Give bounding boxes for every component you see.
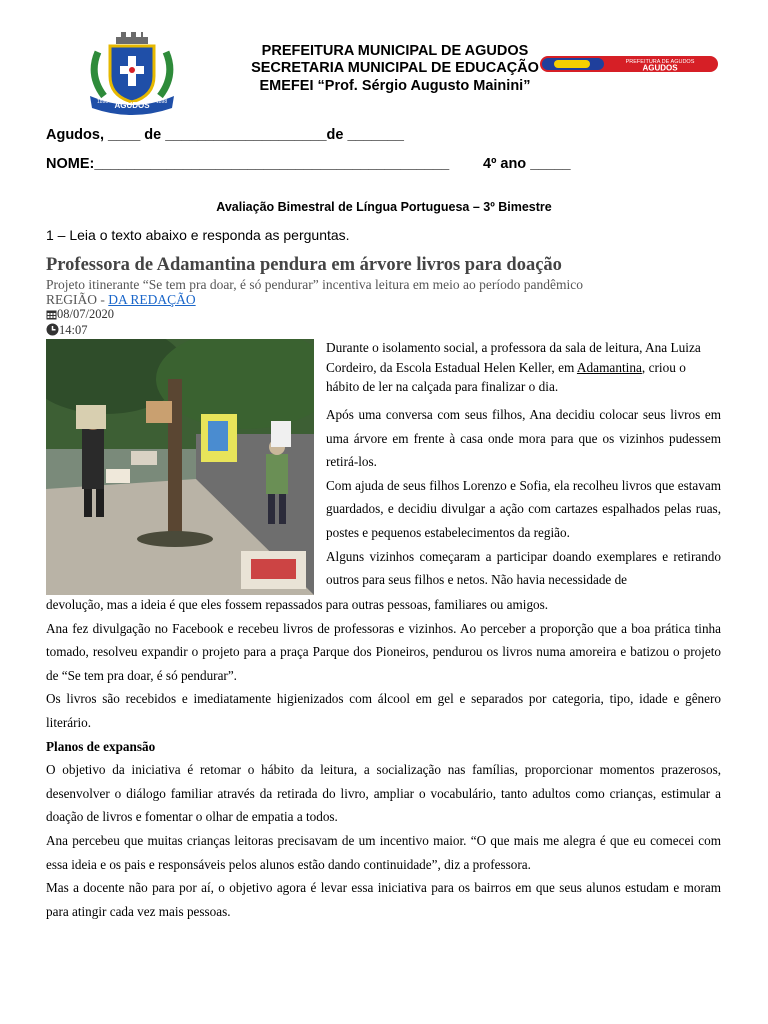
header-line-2: SECRETARIA MUNICIPAL DE EDUCAÇÃO bbox=[251, 60, 539, 76]
paragraph-6: O objetivo da iniciativa é retomar o hábito da leitura, a socialização nas famílias, proporcionar momentos prazerosos, desenvolver o diálogo familiar através da retirada do livro, ampliar o vocabulário, tanto adultos como crianças, estimular a doação de livros e fomentar o olhar de empatia a todos. bbox=[46, 762, 721, 825]
date-fill-line[interactable]: Agudos, ____ de ____________________de _______ bbox=[46, 127, 404, 143]
paragraph-3a: Alguns vizinhos começaram a participar doando exemplares e retirando outros para seus filhos e netos. Não havia necessidade de bbox=[326, 548, 721, 588]
article-intro bbox=[326, 338, 721, 397]
banner-big-text: AGUDOS bbox=[642, 63, 678, 73]
name-fill-line[interactable]: NOME:____________________________________________ bbox=[46, 156, 450, 172]
intro-text-a: Durante o isolamento social, a professora da sala de leitura, Ana Luiza Cordeiro, da Escola Estadual Helen Keller, em bbox=[326, 340, 701, 375]
prefeitura-banner-logo bbox=[540, 54, 718, 74]
exam-title: Avaliação Bimestral de Língua Portuguesa – 3º Bimestre bbox=[216, 200, 552, 214]
question-instruction: 1 – Leia o texto abaixo e responda as perguntas. bbox=[46, 227, 350, 243]
paragraph-3b: devolução, mas a ideia é que eles fossem repassados para outras pessoas, familiares ou amigos. bbox=[46, 597, 549, 612]
article-region bbox=[46, 292, 196, 308]
paragraph-7: Ana percebeu que muitas crianças leitoras precisavam de um incentivo maior. “O que mais me alegra é que eu comecei com essa ideia e os pais e responsáveis pelos alunos estão dando continuidade”, diz a professora. bbox=[46, 832, 721, 872]
banner-text: PREFEITURA DE AGUDOS bbox=[625, 59, 695, 65]
crest-year-left: 1898 bbox=[97, 99, 109, 105]
article-photo bbox=[46, 339, 314, 595]
header-line-3: EMEFEI “Prof. Sérgio Augusto Mainini” bbox=[259, 78, 531, 94]
calendar-icon bbox=[46, 309, 57, 320]
adamantina-link[interactable]: Adamantina bbox=[576, 359, 642, 375]
header-line-1: PREFEITURA MUNICIPAL DE AGUDOS bbox=[261, 43, 529, 59]
article-time-text: 14:07 bbox=[59, 323, 88, 337]
paragraph-2: Com ajuda de seus filhos Lorenzo e Sofia, ela recolheu livros que estavam guardados, e decidiu divulgar a ação com cartazes espalhados pelas ruas, postes e pequenos estabelecimentos da região. bbox=[326, 477, 721, 540]
paragraph-4: Ana fez divulgação no Facebook e recebeu livros de professoras e vizinhos. Ao perceber a proporção que a boa prática tinha tomado, resolveu expandir o projeto para a praça Parque dos Pioneiros, pendurou os livros numa amoreira e batizou o projeto de “Se tem pra doar, é só pendurar”. bbox=[46, 620, 721, 683]
paragraph-5: Os livros são recebidos e imediatamente higienizados com álcool em gel e separados por categoria, tipo, idade e gênero literário. bbox=[46, 691, 721, 730]
paragraph-8: Mas a docente não para por aí, o objetivo agora é levar essa iniciativa para os bairros em que seus alunos estudam e moram para atingir cada vez mais pessoas. bbox=[46, 880, 721, 919]
region-link[interactable]: DA REDAÇÃO bbox=[108, 292, 196, 307]
section-heading: Planos de expansão bbox=[46, 738, 156, 754]
article-date-text: 08/07/2020 bbox=[57, 307, 114, 321]
article-time bbox=[46, 323, 87, 338]
article-body bbox=[46, 593, 721, 923]
region-prefix: REGIÃO - bbox=[46, 292, 109, 307]
article-title: Professora de Adamantina pendura em árvore livros para doação bbox=[46, 255, 562, 275]
clock-icon bbox=[46, 323, 59, 336]
article-right-column bbox=[326, 403, 721, 592]
crest-year-right: 1898 bbox=[156, 99, 168, 105]
municipal-crest-logo bbox=[86, 30, 178, 116]
paragraph-1: Após uma conversa com seus filhos, Ana decidiu colocar seus livros em uma árvore em frente à casa onde mora para que os vizinhos pudessem retirá-los. bbox=[326, 407, 721, 470]
article-date bbox=[46, 307, 114, 322]
grade-fill-line[interactable]: 4º ano _____ bbox=[483, 156, 571, 172]
article-subtitle: Projeto itinerante “Se tem pra doar, é só pendurar” incentiva leitura em meio ao período pandêmico bbox=[46, 277, 584, 292]
intro-text-b: , criou o hábito de ler na calçada para finalizar o dia. bbox=[326, 359, 686, 394]
crest-ribbon-text: AGUDOS bbox=[114, 101, 150, 110]
